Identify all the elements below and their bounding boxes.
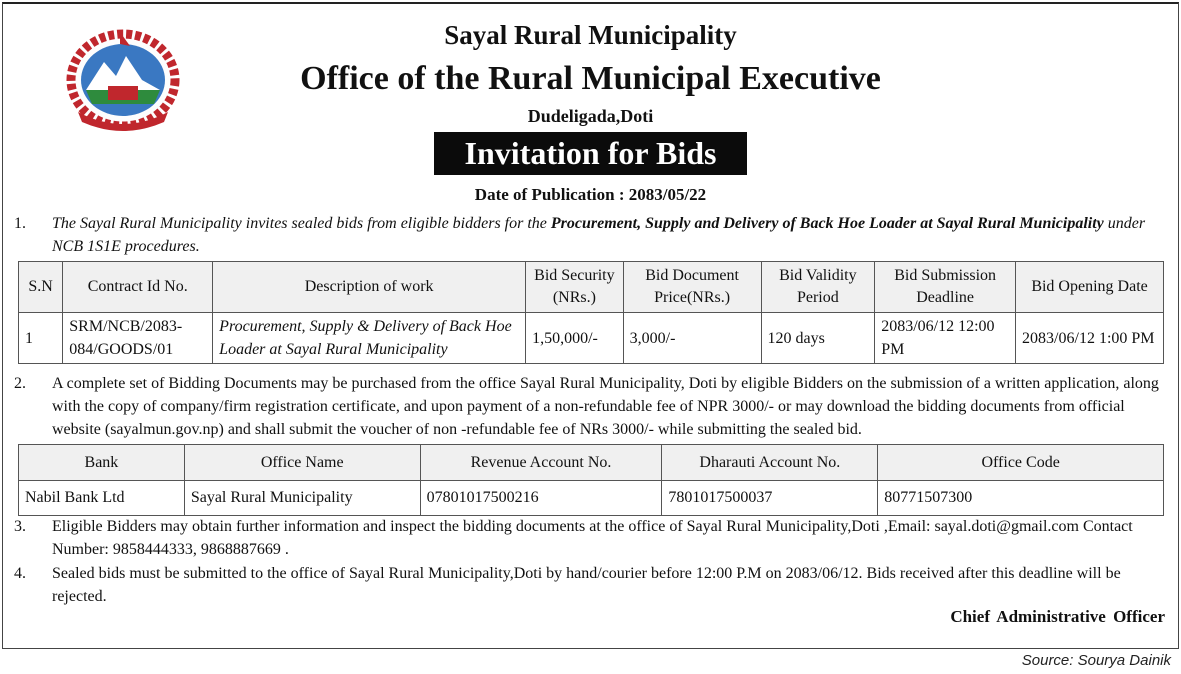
doc-price-cell: 3,000/- (623, 313, 761, 364)
sn-cell: 1 (19, 313, 63, 364)
procurement-subject: Procurement, Supply and Delivery of Back Hoe Loader at Sayal Rural Municipality (550, 215, 1104, 232)
contract-id-cell: SRM/NCB/2083-084/GOODS/01 (63, 313, 213, 364)
point-text: A complete set of Bidding Documents may be purchased from the office Sayal Rural Municipality, Doti by eligible Bidders on the submission of a written application, along with the copy of company/firm registration certificate, and upon payment of a non-refundable fee of NPR 3000/- or may download the bidding documents from official website (sayalmun.gov.np) and shall submit the voucher of non -refundable fee of NRs 3000/- while submitting the sealed bid. (52, 375, 1159, 438)
col-header: Description of work (213, 262, 526, 313)
source-credit: Source: Sourya Dainik (1021, 652, 1171, 669)
point-2 (14, 372, 1169, 441)
municipality-name: Sayal Rural Municipality (444, 20, 737, 50)
col-header: Bid Submission Deadline (875, 262, 1016, 313)
point-4 (14, 562, 1169, 608)
opening-date-cell: 2083/06/12 1:00 PM (1016, 313, 1164, 364)
col-header: Bid Validity Period (761, 262, 875, 313)
office-name-cell: Sayal Rural Municipality (184, 481, 420, 516)
deadline-cell: 2083/06/12 12:00 PM (875, 313, 1016, 364)
signatory: Chief Administrative Officer (950, 607, 1165, 626)
point-number: 4. (14, 565, 26, 582)
point-text: The Sayal Rural Municipality invites sealed bids from eligible bidders for the (52, 215, 551, 232)
col-header: Bid Document Price(NRs.) (623, 262, 761, 313)
col-header: Revenue Account No. (420, 445, 662, 481)
table-row (19, 481, 1164, 516)
point-text: Sealed bids must be submitted to the office of Sayal Rural Municipality,Doti by hand/courier before 12:00 P.M on 2083/06/12. Bids received after this deadline will be rejected. (52, 565, 1121, 605)
description-cell: Procurement, Supply & Delivery of Back Hoe Loader at Sayal Rural Municipality (213, 313, 526, 364)
point-number: 2. (14, 375, 26, 392)
publication-date: Date of Publication : 2083/05/22 (474, 185, 707, 204)
col-header: Office Code (878, 445, 1164, 481)
col-header: Office Name (184, 445, 420, 481)
validity-cell: 120 days (761, 313, 875, 364)
point-number: 3. (14, 518, 26, 535)
notice-title: Invitation for Bids (434, 132, 747, 175)
point-number: 1. (14, 215, 26, 232)
bid-security-cell: 1,50,000/- (526, 313, 624, 364)
table-header-row (19, 262, 1164, 313)
col-header: Contract Id No. (63, 262, 213, 313)
col-header: Bid Security (NRs.) (526, 262, 624, 313)
point-3 (14, 515, 1169, 561)
col-header: Bank (19, 445, 185, 481)
point-text: Eligible Bidders may obtain further information and inspect the bidding documents at the office of Sayal Rural Municipality,Doti ,Email: sayal.doti@gmail.com Contact Number: 9858444333, 9868887669 . (52, 518, 1133, 558)
office-code-cell: 80771507300 (878, 481, 1164, 516)
table-row (19, 313, 1164, 364)
bank-table (18, 444, 1164, 516)
col-header: Dharauti Account No. (662, 445, 878, 481)
bank-cell: Nabil Bank Ltd (19, 481, 185, 516)
revenue-account-cell: 07801017500216 (420, 481, 662, 516)
dharauti-account-cell: 7801017500037 (662, 481, 878, 516)
point-1 (14, 212, 1169, 258)
bid-table (18, 261, 1164, 364)
office-title: Office of the Rural Municipal Executive (300, 60, 881, 97)
point-text: under NCB 1S1E procedures. (52, 215, 1146, 255)
table-header-row (19, 445, 1164, 481)
office-location: Dudeligada,Doti (527, 106, 654, 126)
col-header: S.N (19, 262, 63, 313)
col-header: Bid Opening Date (1016, 262, 1164, 313)
